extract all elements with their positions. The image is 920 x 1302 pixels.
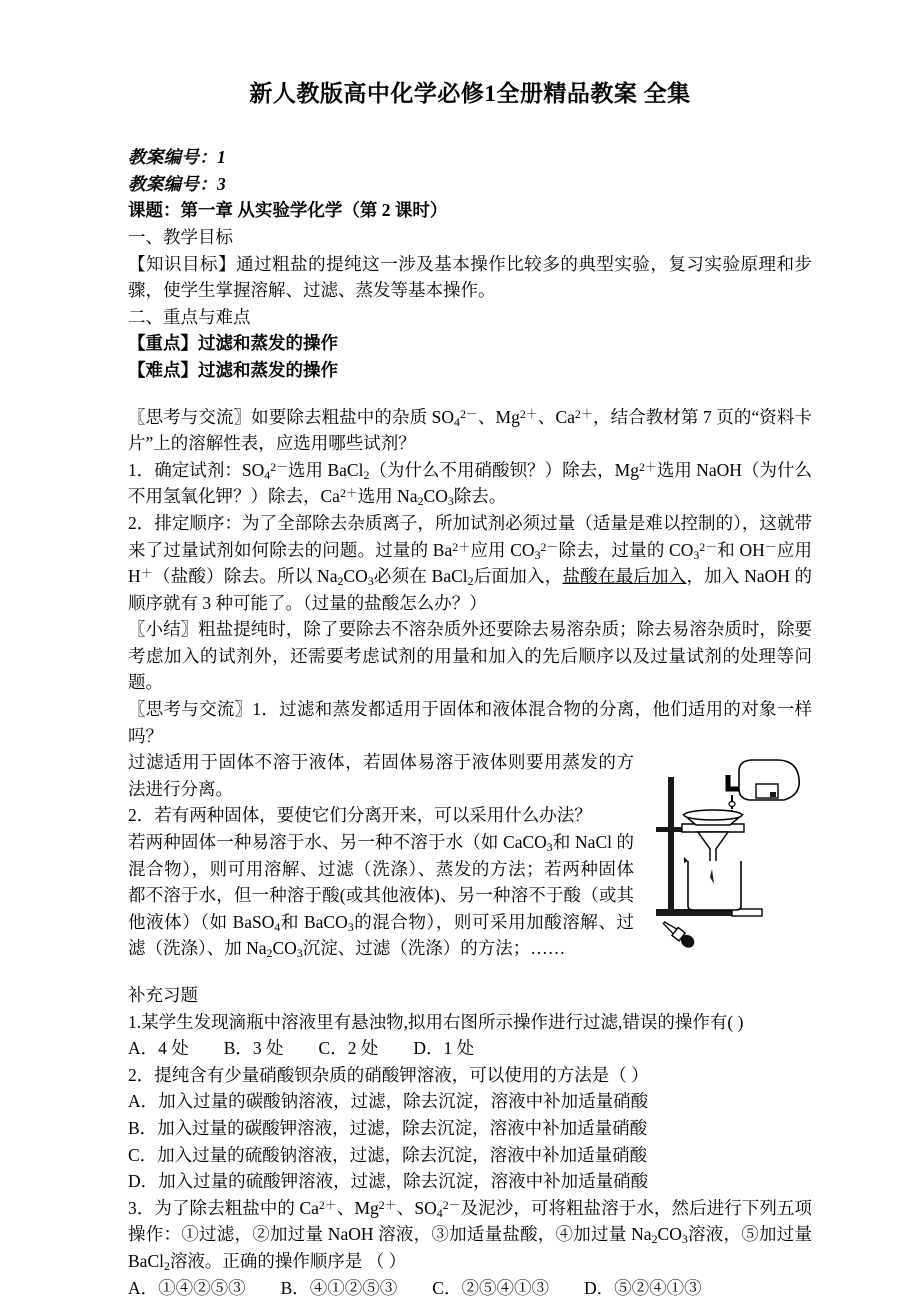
discussion-1-item-1: 1．确定试剂：$SO_4^{2-}$选用 BaCl$_2$（为什么不用硝酸钡？）除去，$Mg^{2+}$选用 NaOH（为什么不用氢氧化钾？）除去，$Ca^{2+}$选用 $Na_2CO_3$除去。 (128, 459, 812, 509)
co3-subscript: 3 (534, 547, 541, 562)
discussion-2-answer-2: 若两种固体一种易溶于水、另一种不溶于水（如 CaCO$_3$和 NaCl 的混合物），则可用溶解、过滤（洗涤）、蒸发的方法；若两种固体都不溶于水，但一种溶于酸(或其他液体)、另一种溶不于酸（或其他液体）（如 BaSO$_4$和 BaCO$_3$的混合物），则可采用加酸溶解、过滤（洗涤）、加 $Na_2CO_3$沉淀、过滤（洗涤）的方法；…… (128, 832, 635, 961)
item2-b: 应用 CO (470, 539, 535, 560)
baco3-subscript: 3 (347, 919, 354, 934)
discussion-1-prompt-prefix: 〖思考与交流〗如要除去粗盐中的杂质 SO (128, 406, 455, 427)
discussion-2-answer-1: 过滤适用于固体不溶于液体，若固体易溶于液体则要用蒸发的方法进行分离。 (128, 752, 634, 799)
na2co3-subscript-2: 2 (337, 574, 344, 589)
page-title: 新人教版高中化学必修1全册精品教案 全集 (249, 81, 691, 106)
item2-d: 和 OH (717, 539, 765, 560)
exercises-heading: 补充习题 (128, 985, 198, 1005)
mg-superscript: 2＋ (638, 459, 657, 474)
item1-q1: （为什么不用硝酸钡？）除去， (369, 459, 615, 480)
q3-f: 溶液。正确的操作顺序是 （ ） (169, 1250, 407, 1271)
exercise-3-options: A．①④②⑤③ B．④①②⑤③ C．②⑤④①③ D．⑤②④①③ (128, 1277, 702, 1298)
h-superscript: ＋ (140, 566, 153, 581)
exercise-2-question: 2．提纯含有少量硝酸钡杂质的硝酸钾溶液，可以使用的方法是（ ） (128, 1064, 649, 1085)
difficulty-point: 【难点】过滤和蒸发的操作 (128, 359, 338, 380)
exercise-2-option-b: B．加入过量的碳酸钾溶液，过滤，除去沉淀，溶液中补加适量硝酸 (128, 1117, 648, 1138)
objectives-heading: 一、教学目标 (128, 226, 233, 247)
co3-subscript: 3 (693, 547, 700, 562)
q3-a: 3．为了除去粗盐中的 Ca (128, 1197, 319, 1218)
bacl2-subscript: 2 (363, 467, 370, 482)
item2-a: 为了全部除去杂质离子，所加试剂必须过量（适量是难以控制的），这就带来了过量试剂如何除去的问题。过量的 Ba (128, 512, 813, 560)
oh-superscript: － (764, 539, 777, 554)
item2-i: ，加入 NaOH 的顺序就有 3 种可能了。（过量的盐酸怎么办？） (128, 566, 813, 613)
lesson-subject: 课题：第一章 从实验学化学（第 2 课时） (128, 200, 448, 221)
q3-e: 溶液，⑤加过量 BaCl (128, 1224, 812, 1271)
lesson-plan-number-2: 教案编号：3 (128, 173, 227, 194)
exercise-3-question: 3．为了除去粗盐中的 $Ca^{2+}$、$Mg^{2+}$、$SO_4^{2-}$及泥沙，可将粗盐溶于水，然后进行下列五项操作：①过滤，②加过量 NaOH 溶液，③加适量盐酸，④加过量 $Na_2CO_3$溶液，⑤加过量 BaCl$_2$溶液。正确的操作顺序是 （ ） (128, 1197, 813, 1273)
so4-subscript: 4 (454, 414, 460, 429)
ca-superscript: 2＋ (318, 1197, 337, 1212)
discussion-1-prompt-body: ，结合教材第 7 页的“资料卡片”上的溶解性表，应选用哪些试剂？ (128, 406, 813, 454)
na2co3-subscript-3: 3 (447, 494, 454, 509)
item2-e: 应用 H (128, 539, 813, 587)
item2-f: （盐酸）除去。所以 Na (152, 566, 338, 587)
ca-superscript: 2＋ (574, 406, 593, 421)
item1-q3: 选用 Na (357, 486, 418, 507)
discussion-1-item-2: 2．排定顺序：为了全部除去杂质离子，所加试剂必须过量（适量是难以控制的），这就带来了过量试剂如何除去的问题。过量的 $Ba^{2+}$应用 $CO_3^{2-}$除去，过量的 $CO_3^{2-}$和 OH－应用 H＋（盐酸）除去。所以 $Na_2CO_3$必须在 BaCl$_2$后面加入，盐酸在最后加入，加入 NaOH 的顺序就有 3 种可能了。（过量的盐酸怎么办？） (128, 512, 813, 613)
answer2-d: 的混合物），则可采用加酸溶解、过滤（洗涤）、加 Na (128, 911, 635, 959)
na2co3-subscript-3: 3 (681, 1232, 688, 1247)
discussion-1-prompt: 〖思考与交流〗如要除去粗盐中的杂质 $SO_4^{2-}$、$Mg^{2+}$、$Ca^{2+}$，结合教材第 7 页的“资料卡片”上的溶解性表，应选用哪些试剂？ (128, 406, 813, 454)
filtration-apparatus-diagram (644, 751, 812, 956)
summary-paragraph: 〖小结〗粗盐提纯时，除了要除去不溶杂质外还要除去易溶杂质；除去易溶杂质时，除要考虑加入的试剂外，还需要考虑试剂的用量和加入的先后顺序以及过量试剂的处理等问题。 (128, 619, 812, 693)
item2-g: 必须在 BaCl (373, 566, 468, 587)
co3-superscript: 2－ (699, 539, 718, 554)
na2co3-subscript-3: 3 (367, 574, 374, 589)
na2co3-subscript-3: 3 (296, 946, 303, 961)
item1-end: 除去。 (453, 486, 507, 507)
focus-point: 【重点】过滤和蒸发的操作 (128, 333, 338, 354)
item2-c: 除去，过量的 CO (558, 539, 694, 560)
item2-underlined-phrase: 盐酸在最后加入 (562, 566, 687, 587)
ca-superscript: 2＋ (339, 486, 358, 501)
discussion-2-question-1: 〖思考与交流〗1．过滤和蒸发都适用于固体和液体混合物的分离，他们适用的对象一样吗？ (128, 699, 812, 746)
answer2-c: 和 BaCO (280, 911, 348, 932)
item1-q2: 选用 NaOH（为什么不用氢氧化钾？）除去， (128, 459, 812, 507)
exercise-1-options: A．4 处 B．3 处 C．2 处 D．1 处 (128, 1038, 475, 1059)
answer2-a: 若两种固体一种易溶于水、另一种不溶于水（如 CaCO (128, 832, 547, 853)
so4-superscript: 2－ (270, 459, 289, 474)
mg-superscript: 2＋ (519, 406, 538, 421)
lesson-plan-number-1: 教案编号：1 (128, 147, 227, 168)
so4-subscript: 4 (436, 1205, 443, 1220)
bacl2-subscript: 2 (163, 1258, 170, 1273)
q3-c: 、SO (396, 1197, 437, 1218)
item1-text: 选用 BaCl (288, 459, 364, 480)
exercise-2-option-d: D．加入过量的硫酸钾溶液，过滤，除去沉淀，溶液中补加适量硝酸 (128, 1171, 649, 1192)
exercise-2-option-c: C．加入过量的硫酸钠溶液，过滤，除去沉淀，溶液中补加适量硝酸 (128, 1144, 648, 1165)
discussion-2-question-2: 2．若有两种固体，要使它们分离开来，可以采用什么办法？ (128, 805, 592, 826)
baso4-subscript: 4 (274, 919, 281, 934)
ba-superscript: 2＋ (452, 539, 471, 554)
exercise-2-option-a: A．加入过量的碳酸钠溶液，过滤，除去沉淀，溶液中补加适量硝酸 (128, 1091, 649, 1112)
so4-superscript: 2－ (459, 406, 478, 421)
so4-superscript: 2－ (442, 1197, 461, 1212)
q3-d: 及泥沙，可将粗盐溶于水，然后进行下列五项操作：①过滤，②加过量 NaOH 溶液，③加适量盐酸，④加过量 Na (128, 1197, 813, 1245)
co3-superscript: 2－ (540, 539, 559, 554)
na2co3-subscript-2: 2 (266, 946, 273, 961)
item2-label: 2．排定顺序： (128, 512, 243, 533)
so4-subscript: 4 (264, 467, 271, 482)
answer2-b: 和 NaCl 的混合物），则可用溶解、过滤（洗涤）、蒸发的方法；若两种固体都不溶于水，但一种溶于酸(或其他液体)、另一种溶不于酸（或其他液体）（如 BaSO (128, 832, 634, 932)
bacl2-subscript: 2 (467, 574, 474, 589)
knowledge-objective: 【知识目标】通过粗盐的提纯这一涉及基本操作比较多的典型实验，复习实验原理和步骤，使学生掌握溶解、过滤、蒸发等基本操作。 (128, 253, 812, 301)
exercise-1-question: 1.某学生发现滴瓶中溶液里有悬浊物,拟用右图所示操作进行过滤,错误的操作有( ) (128, 1011, 744, 1032)
answer2-e: 沉淀、过滤（洗涤）的方法；…… (302, 938, 566, 959)
q3-b: 、Mg (336, 1197, 379, 1218)
key-points-heading: 二、重点与难点 (128, 306, 251, 327)
na2co3-subscript-2: 2 (417, 494, 424, 509)
na2co3-subscript-2: 2 (651, 1232, 658, 1247)
mg-superscript: 2＋ (378, 1197, 397, 1212)
item2-h: 后面加入， (473, 566, 563, 587)
item1-label: 1．确定试剂： (128, 459, 242, 480)
caco3-subscript: 3 (546, 840, 553, 854)
